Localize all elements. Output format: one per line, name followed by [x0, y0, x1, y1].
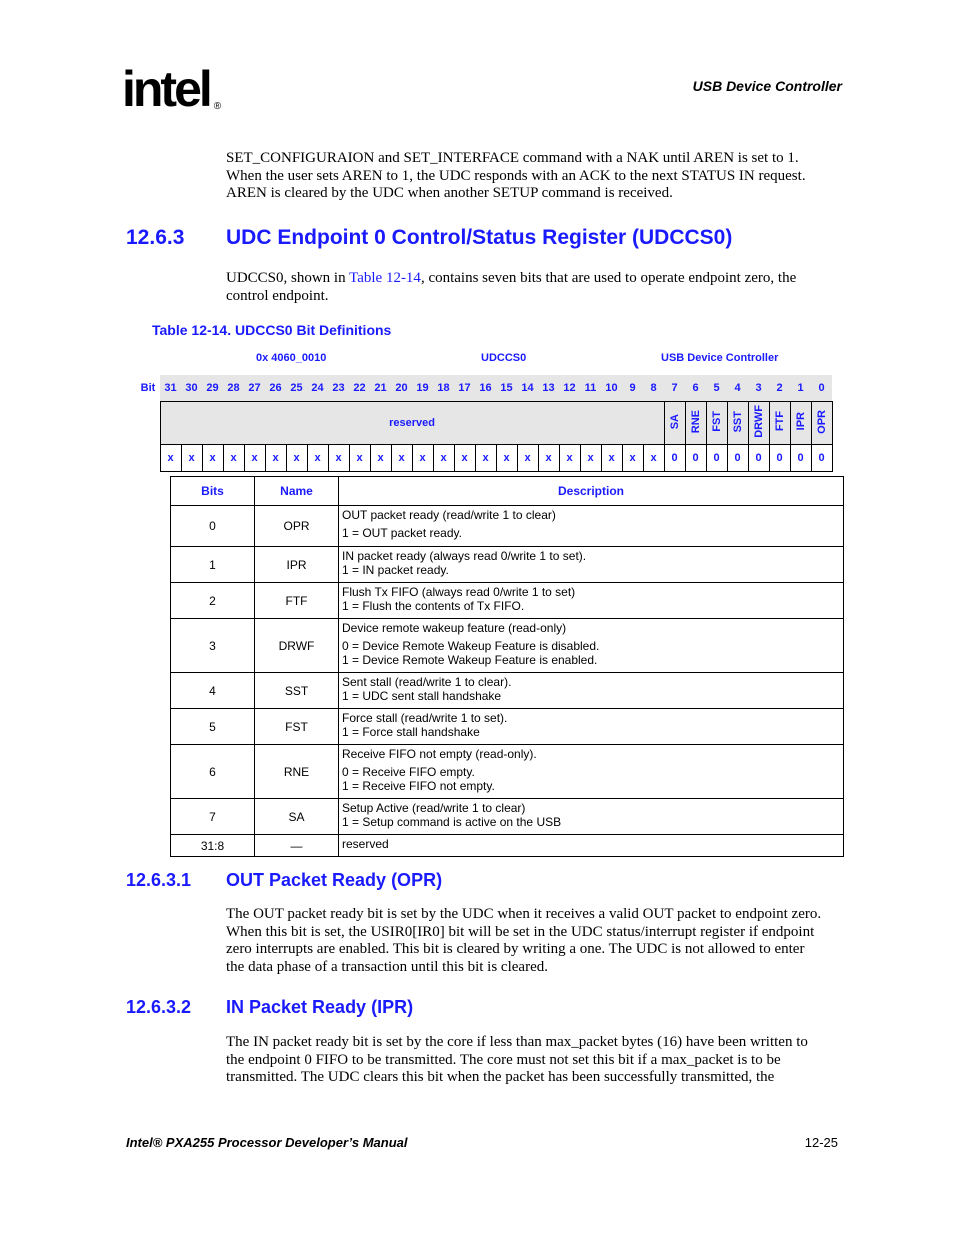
- bit-number: 10: [601, 375, 622, 402]
- description-line: Setup Active (read/write 1 to clear): [342, 801, 526, 815]
- row-description: [339, 506, 844, 547]
- reset-value: x: [538, 445, 559, 472]
- col-bits: Bits: [171, 477, 255, 506]
- footer-manual-title: Intel® PXA255 Processor Developer’s Manual: [126, 1135, 408, 1150]
- reset-value: 0: [790, 445, 811, 472]
- row-description: [339, 745, 844, 799]
- description-line: 1 = UDC sent stall handshake: [342, 689, 502, 703]
- description-line: Sent stall (read/write 1 to clear).: [342, 675, 512, 689]
- row-description: [339, 583, 844, 619]
- reset-value: 0: [727, 445, 748, 472]
- reset-value: x: [286, 445, 307, 472]
- field-name: SST: [731, 410, 744, 433]
- bit-number: 0: [811, 375, 832, 402]
- row-bits: 3: [171, 619, 255, 673]
- row-description: [339, 619, 844, 673]
- description-line: 1 = Force stall handshake: [342, 725, 480, 739]
- reserved-field: reserved: [160, 402, 664, 445]
- reset-value: x: [244, 445, 265, 472]
- description-line: 1 = Setup command is active on the USB: [342, 815, 562, 829]
- reset-value: x: [202, 445, 223, 472]
- description-line: Force stall (read/write 1 to set).: [342, 711, 508, 725]
- bit-number: 19: [412, 375, 433, 402]
- row-name: IPR: [255, 547, 339, 583]
- table-row: [171, 506, 844, 547]
- bit-number: 29: [202, 375, 223, 402]
- description-line: 1 = Flush the contents of Tx FIFO.: [342, 599, 525, 613]
- description-line: Device remote wakeup feature (read-only): [342, 621, 567, 635]
- bit-layout-table: [136, 375, 833, 472]
- reset-value: x: [517, 445, 538, 472]
- row-name: FST: [255, 709, 339, 745]
- bit-number: 25: [286, 375, 307, 402]
- bit-definitions-table: [170, 476, 844, 857]
- field-name: IPR: [794, 412, 807, 431]
- row-bits: 2: [171, 583, 255, 619]
- bit-number: 3: [748, 375, 769, 402]
- col-name: Name: [255, 477, 339, 506]
- bit-number: 15: [496, 375, 517, 402]
- bit-number: 20: [391, 375, 412, 402]
- row-bits: 31:8: [171, 835, 255, 857]
- bit-number: 1: [790, 375, 811, 402]
- reset-value: x: [265, 445, 286, 472]
- reset-value: 0: [769, 445, 790, 472]
- bit-number: 6: [685, 375, 706, 402]
- bit-number: 21: [370, 375, 391, 402]
- reset-value: 0: [685, 445, 706, 472]
- row-name: —: [255, 835, 339, 857]
- table-row: [171, 547, 844, 583]
- bit-number: 28: [223, 375, 244, 402]
- row-bits: 5: [171, 709, 255, 745]
- field-name: DRWF: [752, 405, 765, 438]
- subsection-heading-ipr: 12.6.3.2 IN Packet Ready (IPR): [126, 997, 414, 1017]
- row-description: [339, 547, 844, 583]
- reset-value: x: [307, 445, 328, 472]
- page-number: 12-25: [804, 1135, 838, 1150]
- row-name: SST: [255, 673, 339, 709]
- reset-value: x: [580, 445, 601, 472]
- field-name: FTF: [773, 411, 786, 432]
- row-name: SA: [255, 799, 339, 835]
- bit-number: 12: [559, 375, 580, 402]
- bit-number: 8: [643, 375, 664, 402]
- reset-value: x: [496, 445, 517, 472]
- table-row: [171, 583, 844, 619]
- bit-label: Bit: [140, 382, 156, 395]
- bit-number: 16: [475, 375, 496, 402]
- field-name: OPR: [815, 409, 828, 434]
- row-name: FTF: [255, 583, 339, 619]
- bit-number: 9: [622, 375, 643, 402]
- description-line: OUT packet ready (read/write 1 to clear): [342, 508, 556, 522]
- reset-value: x: [412, 445, 433, 472]
- row-name: RNE: [255, 745, 339, 799]
- field-name-cell: [790, 402, 811, 445]
- table-row: [171, 619, 844, 673]
- register-unit: USB Device Controller: [661, 352, 779, 364]
- section-paragraph: UDCCS0, shown in Table 12-14, contains seven bits that are used to operate endpoint zero, the control endpoint.: [226, 270, 797, 304]
- bit-number: 13: [538, 375, 559, 402]
- row-bits: 0: [171, 506, 255, 547]
- bit-number: 4: [727, 375, 748, 402]
- bit-number: 18: [433, 375, 454, 402]
- field-name-cell: [727, 402, 748, 445]
- table-row: [171, 745, 844, 799]
- reset-value: x: [223, 445, 244, 472]
- field-name: RNE: [689, 409, 702, 434]
- bit-number: 2: [769, 375, 790, 402]
- reset-value: x: [643, 445, 664, 472]
- reset-value: x: [475, 445, 496, 472]
- register-address: 0x 4060_0010: [256, 352, 327, 364]
- reset-value: x: [559, 445, 580, 472]
- opr-paragraph: The OUT packet ready bit is set by the UDC when it receives a valid OUT packet to endpoint zero. When this bit is set, the USIR0[IR0] bit will be set in the UDC status/interrupt register if endpoint zero interrupts are enabled. This bit is cleared by writing a one. The UDC is not allowed to enter the data phase of a transaction until this bit is cleared.: [226, 906, 822, 975]
- reset-value: 0: [748, 445, 769, 472]
- bit-number: 7: [664, 375, 685, 402]
- intro-paragraph: SET_CONFIGURAION and SET_INTERFACE command with a NAK until AREN is set to 1. When the user sets AREN to 1, the UDC responds with an ACK to the next STATUS IN request. AREN is cleared by the UDC when another SETUP command is received.: [226, 150, 806, 201]
- row-bits: 7: [171, 799, 255, 835]
- row-bits: 1: [171, 547, 255, 583]
- field-name-cell: [685, 402, 706, 445]
- reset-value: x: [391, 445, 412, 472]
- table-row: [171, 799, 844, 835]
- reset-value: 0: [664, 445, 685, 472]
- reset-value: x: [160, 445, 181, 472]
- bit-number: 26: [265, 375, 286, 402]
- reset-value: x: [328, 445, 349, 472]
- description-line: 0 = Receive FIFO empty.: [342, 765, 475, 779]
- col-description: Description: [339, 477, 844, 506]
- field-name-cell: [664, 402, 685, 445]
- description-line: 1 = Device Remote Wakeup Feature is enabled.: [342, 653, 598, 667]
- bit-number: 22: [349, 375, 370, 402]
- reset-value: x: [622, 445, 643, 472]
- reset-value: x: [181, 445, 202, 472]
- table-row: [171, 835, 844, 857]
- table-row: [171, 709, 844, 745]
- reset-value: 0: [706, 445, 727, 472]
- row-name: DRWF: [255, 619, 339, 673]
- bit-number: 27: [244, 375, 265, 402]
- field-name-cell: [769, 402, 790, 445]
- reset-value: x: [370, 445, 391, 472]
- table-row: [171, 673, 844, 709]
- bit-number: 11: [580, 375, 601, 402]
- register-name: UDCCS0: [481, 352, 527, 364]
- field-name: SA: [668, 413, 681, 430]
- row-bits: 6: [171, 745, 255, 799]
- field-name-cell: [748, 402, 769, 445]
- running-header: USB Device Controller: [692, 78, 842, 94]
- row-bits: 4: [171, 673, 255, 709]
- subsection-heading-opr: 12.6.3.1 OUT Packet Ready (OPR): [126, 870, 443, 890]
- row-name: OPR: [255, 506, 339, 547]
- row-description: [339, 673, 844, 709]
- intel-logo: intel ®: [122, 61, 222, 117]
- row-description: [339, 835, 844, 857]
- row-description: [339, 799, 844, 835]
- reset-value: x: [454, 445, 475, 472]
- description-line: 1 = Receive FIFO not empty.: [342, 779, 495, 793]
- reset-value: 0: [811, 445, 832, 472]
- description-line: 0 = Device Remote Wakeup Feature is disabled.: [342, 639, 600, 653]
- field-name-cell: [706, 402, 727, 445]
- reset-value: x: [433, 445, 454, 472]
- bit-number: 31: [160, 375, 181, 402]
- bit-number: 5: [706, 375, 727, 402]
- description-line: Flush Tx FIFO (always read 0/write 1 to set): [342, 585, 576, 599]
- row-description: [339, 709, 844, 745]
- bit-number: 14: [517, 375, 538, 402]
- bit-number: 17: [454, 375, 475, 402]
- field-name: FST: [710, 411, 723, 432]
- ipr-paragraph: The IN packet ready bit is set by the core if less than max_packet bytes (16) have been written to the endpoint 0 FIFO to be transmitted. The core must not set this bit if a max_packet is to be transmitted. The UDC clears this bit when the packet has been successfully transmitted, the: [226, 1034, 808, 1085]
- bit-number: 24: [307, 375, 328, 402]
- description-line: reserved: [342, 837, 389, 851]
- bit-number: 23: [328, 375, 349, 402]
- reset-value: x: [349, 445, 370, 472]
- description-line: Receive FIFO not empty (read-only).: [342, 747, 537, 761]
- field-name-cell: [811, 402, 832, 445]
- description-line: 1 = OUT packet ready.: [342, 526, 462, 540]
- description-line: 1 = IN packet ready.: [342, 563, 449, 577]
- reset-value: x: [601, 445, 622, 472]
- section-heading: 12.6.3 UDC Endpoint 0 Control/Status Register (UDCCS0): [126, 226, 733, 249]
- bit-number: 30: [181, 375, 202, 402]
- table-caption: Table 12-14. UDCCS0 Bit Definitions: [152, 322, 392, 338]
- description-line: IN packet ready (always read 0/write 1 to set).: [342, 549, 587, 563]
- table-link[interactable]: Table 12-14: [349, 270, 421, 286]
